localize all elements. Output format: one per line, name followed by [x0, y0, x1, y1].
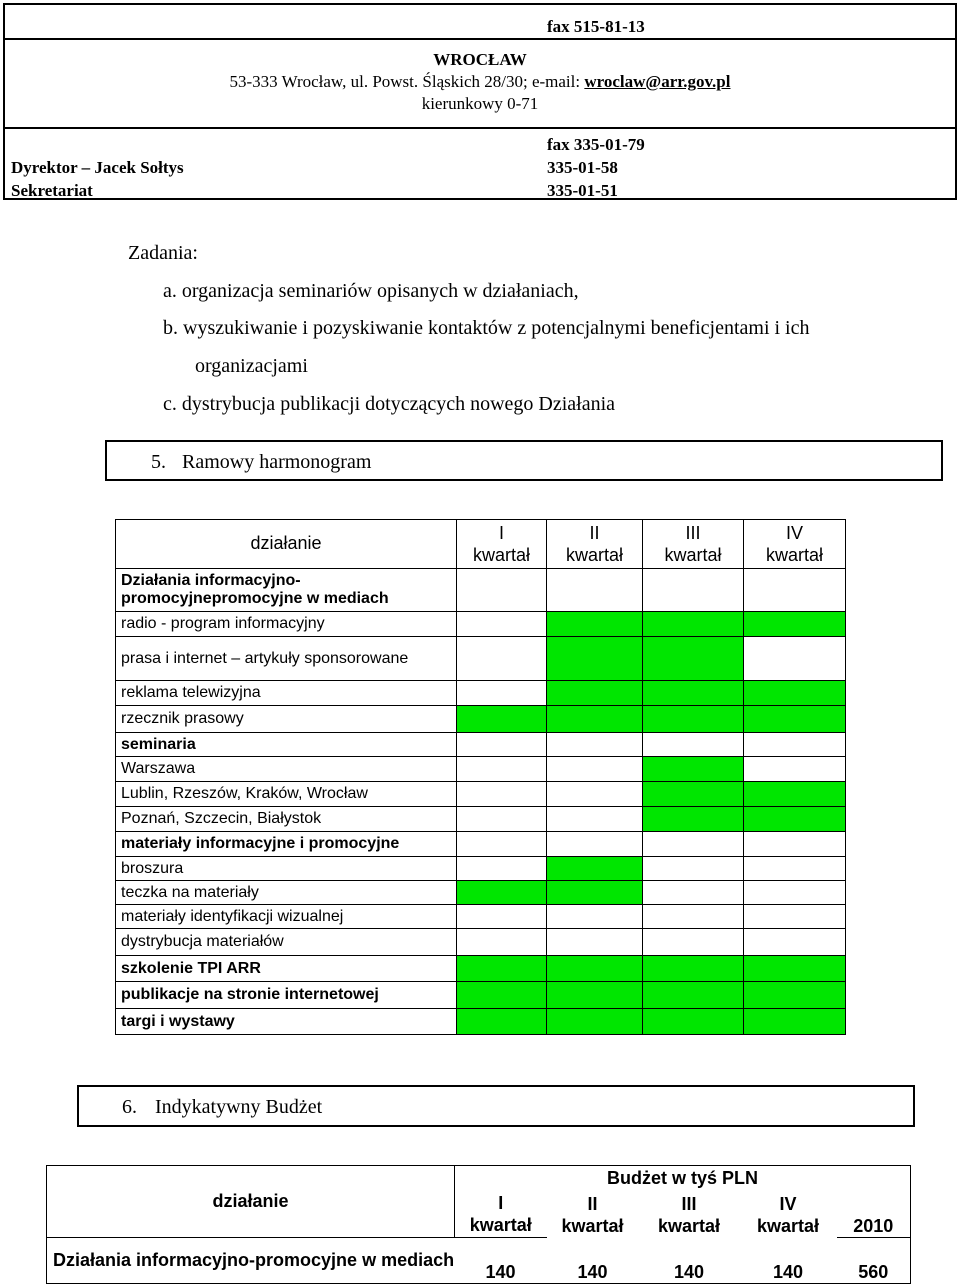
schedule-cell-active [744, 956, 846, 982]
budget-value-q2: 140 [547, 1238, 639, 1284]
schedule-cell-empty [643, 905, 744, 929]
schedule-cell-empty [457, 681, 547, 706]
task-item: a. organizacja seminariów opisanych w działaniach, [163, 280, 579, 302]
schedule-row [116, 706, 846, 733]
schedule-row [116, 905, 846, 929]
schedule-row [116, 757, 846, 782]
schedule-row [116, 637, 846, 681]
schedule-cell-active [547, 1009, 643, 1035]
schedule-row [116, 569, 846, 612]
budget-year-header: 2010 [837, 1192, 911, 1238]
schedule-cell-active [643, 681, 744, 706]
schedule-cell-empty [744, 569, 846, 612]
schedule-row [116, 982, 846, 1009]
schedule-cell-active [457, 982, 547, 1009]
budget-group-title: Budżet w tyś PLN [455, 1166, 911, 1192]
schedule-cell-active [547, 612, 643, 637]
schedule-row-label: reklama telewizyjna [116, 681, 457, 706]
schedule-row-label: Lublin, Rzeszów, Kraków, Wrocław [116, 782, 457, 807]
schedule-cell-active [547, 857, 643, 881]
budget-value-total: 560 [837, 1238, 911, 1284]
schedule-row [116, 1009, 846, 1035]
schedule-cell-empty [457, 569, 547, 612]
schedule-cell-empty [547, 569, 643, 612]
city-name: WROCŁAW [433, 50, 527, 69]
schedule-cell-active [643, 757, 744, 782]
schedule-cell-empty [547, 832, 643, 857]
schedule-cell-active [744, 681, 846, 706]
secretariat-phone: 335-01-51 [547, 181, 618, 200]
schedule-table [115, 519, 846, 1035]
schedule-cell-active [643, 807, 744, 832]
schedule-row-label: rzecznik prasowy [116, 706, 457, 733]
schedule-row [116, 881, 846, 905]
schedule-cell-empty [744, 905, 846, 929]
area-code: kierunkowy 0-71 [421, 94, 539, 113]
schedule-cell-empty [547, 905, 643, 929]
schedule-cell-active [744, 706, 846, 733]
section-number: 5. [151, 451, 166, 473]
schedule-cell-empty [744, 929, 846, 956]
schedule-cell-active [744, 782, 846, 807]
schedule-cell-empty [744, 857, 846, 881]
schedule-cell-empty [643, 881, 744, 905]
contact-block [3, 3, 957, 200]
task-item-continuation: organizacjami [195, 355, 308, 377]
fax-office: fax 335-01-79 [547, 135, 645, 154]
schedule-cell-empty [547, 929, 643, 956]
schedule-cell-empty [744, 881, 846, 905]
budget-q2-header: II kwartał [561, 1193, 624, 1236]
schedule-cell-active [457, 881, 547, 905]
task-item: b. wyszukiwanie i pozyskiwanie kontaktów z potencjalnymi beneficjentami i ich [163, 317, 810, 339]
schedule-cell-empty [457, 757, 547, 782]
schedule-cell-empty [457, 857, 547, 881]
schedule-cell-empty [457, 832, 547, 857]
schedule-row-label: broszura [116, 857, 457, 881]
budget-value-q3: 140 [639, 1238, 740, 1284]
schedule-cell-active [547, 706, 643, 733]
schedule-cell-active [744, 1009, 846, 1035]
director-phone: 335-01-58 [547, 158, 618, 177]
schedule-cell-active [457, 1009, 547, 1035]
schedule-cell-active [643, 1009, 744, 1035]
schedule-cell-empty [547, 807, 643, 832]
section-6-heading [77, 1085, 915, 1127]
schedule-cell-active [547, 881, 643, 905]
schedule-cell-empty [457, 637, 547, 681]
schedule-cell-empty [547, 733, 643, 757]
schedule-row [116, 782, 846, 807]
schedule-cell-active [643, 982, 744, 1009]
schedule-row-label: seminaria [116, 733, 457, 757]
schedule-row-label: radio - program informacyjny [116, 612, 457, 637]
schedule-cell-empty [744, 832, 846, 857]
schedule-cell-empty [643, 857, 744, 881]
tasks-heading: Zadania: [128, 242, 198, 264]
schedule-cell-empty [643, 569, 744, 612]
schedule-cell-active [744, 612, 846, 637]
section-5-heading [105, 440, 943, 481]
schedule-row-label: szkolenie TPI ARR [116, 956, 457, 982]
schedule-cell-active [457, 956, 547, 982]
schedule-row [116, 681, 846, 706]
schedule-cell-empty [457, 782, 547, 807]
director-label: Dyrektor – Jacek Sołtys [11, 158, 184, 177]
schedule-row-label: Poznań, Szczecin, Białystok [116, 807, 457, 832]
schedule-cell-active [547, 637, 643, 681]
schedule-quarter-header-2: II kwartał [547, 520, 643, 569]
budget-table [46, 1165, 911, 1284]
schedule-row [116, 857, 846, 881]
budget-q4-header: IV kwartał [756, 1193, 820, 1236]
schedule-row-label: materiały informacyjne i promocyjne [116, 832, 457, 857]
schedule-cell-empty [643, 929, 744, 956]
schedule-row-label: targi i wystawy [116, 1009, 457, 1035]
schedule-cell-active [547, 982, 643, 1009]
schedule-cell-empty [457, 929, 547, 956]
section-number: 6. [122, 1096, 137, 1118]
address-line: 53-333 Wrocław, ul. Powst. Śląskich 28/30; e-mail: wroclaw@arr.gov.pl [229, 72, 731, 91]
schedule-row [116, 733, 846, 757]
schedule-row [116, 832, 846, 857]
schedule-cell-empty [457, 807, 547, 832]
schedule-cell-empty [643, 733, 744, 757]
schedule-cell-active [547, 956, 643, 982]
divider [5, 38, 955, 40]
schedule-row-label: prasa i internet – artykuły sponsorowane [116, 637, 457, 681]
budget-value-q1: 140 [455, 1238, 547, 1284]
schedule-row [116, 612, 846, 637]
budget-action-header: działanie [47, 1166, 455, 1238]
budget-q3-header: III kwartał [657, 1193, 721, 1236]
schedule-quarter-header-4: IV kwartał [744, 520, 846, 569]
schedule-row-label: materiały identyfikacji wizualnej [116, 905, 457, 929]
schedule-cell-active [643, 782, 744, 807]
schedule-cell-empty [744, 637, 846, 681]
schedule-cell-active [547, 681, 643, 706]
schedule-row [116, 807, 846, 832]
secretariat-label: Sekretariat [11, 181, 93, 200]
schedule-cell-empty [547, 757, 643, 782]
schedule-cell-empty [744, 733, 846, 757]
schedule-cell-active [643, 612, 744, 637]
schedule-cell-empty [457, 612, 547, 637]
schedule-row-label: teczka na materiały [116, 881, 457, 905]
schedule-cell-empty [457, 733, 547, 757]
schedule-cell-active [744, 982, 846, 1009]
schedule-row-label: dystrybucja materiałów [116, 929, 457, 956]
schedule-row [116, 929, 846, 956]
schedule-quarter-header-1: I kwartał [457, 520, 547, 569]
schedule-action-header: działanie [116, 520, 457, 569]
section-title: Indykatywny Budżet [155, 1096, 323, 1118]
schedule-cell-empty [547, 782, 643, 807]
divider [5, 127, 955, 129]
schedule-row-label: Warszawa [116, 757, 457, 782]
section-title: Ramowy harmonogram [182, 451, 372, 473]
budget-row-label: Działania informacyjno-promocyjne w mediach [47, 1238, 455, 1284]
schedule-row [116, 956, 846, 982]
schedule-row-label: Działania informacyjno-promocyjnepromocyjne w mediach [116, 569, 457, 612]
schedule-cell-empty [744, 757, 846, 782]
schedule-cell-empty [457, 905, 547, 929]
schedule-cell-active [744, 807, 846, 832]
schedule-cell-active [457, 706, 547, 733]
schedule-row-label: publikacje na stronie internetowej [116, 982, 457, 1009]
schedule-cell-active [643, 637, 744, 681]
schedule-cell-active [643, 706, 744, 733]
task-item: c. dystrybucja publikacji dotyczących nowego Działania [163, 393, 616, 415]
budget-value-q4: 140 [740, 1238, 837, 1284]
schedule-quarter-header-3: III kwartał [643, 520, 744, 569]
schedule-cell-empty [643, 832, 744, 857]
budget-q1-header: I kwartał [455, 1192, 547, 1238]
schedule-cell-active [643, 956, 744, 982]
fax-top: fax 515-81-13 [547, 17, 645, 36]
email-link[interactable]: wroclaw@arr.gov.pl [584, 72, 731, 91]
